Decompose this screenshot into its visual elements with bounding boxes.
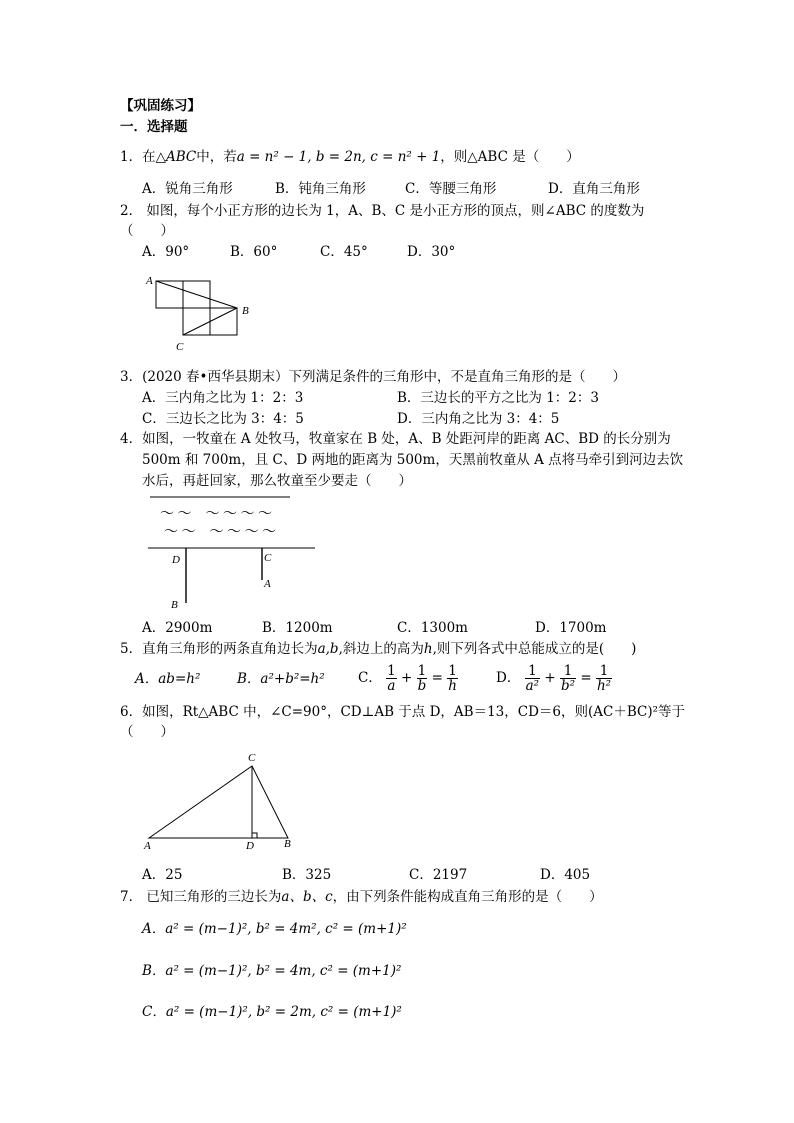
q1-stem: 1．在△ABC中，若a = n² − 1, b = 2n, c = n² + 1，则△ABC 是（ ） xyxy=(120,149,580,165)
label-d: D xyxy=(246,840,254,852)
segment-ab xyxy=(156,281,237,308)
q6-option-d: D．405 xyxy=(540,867,591,883)
q1-option-b: B．钝角三角形 xyxy=(275,181,366,197)
q5-option-d: D． $\frac{1}{\text{a²}}$ + $\frac{1}{\text{b²}}$ = $\frac{1}{\text{h²}}$ xyxy=(496,663,612,694)
q3-option-d: D．三内角之比为 3：4：5 xyxy=(397,411,560,427)
q6-triangle-figure xyxy=(140,748,305,853)
label-b: B xyxy=(171,599,178,611)
q4-stem-line2: 500m 和 700m，且 C、D 两地的距离为 500m，天黑前牧童从 A 点将马牵引到河边去饮 xyxy=(142,452,684,468)
q6-option-c: C．2197 xyxy=(409,867,468,883)
q6-option-a: A．25 xyxy=(142,867,183,883)
q6-option-b: B．325 xyxy=(282,867,332,883)
q2-option-c: C．45° xyxy=(320,244,368,260)
q1-formula: a = n² − 1, b = 2n, c = n² + 1 xyxy=(236,149,441,165)
q3-option-a: A．三内角之比为 1：2：3 xyxy=(142,390,304,406)
q4-river-figure xyxy=(140,492,330,617)
q4-option-b: B．1200m xyxy=(262,620,333,636)
label-b: B xyxy=(242,305,249,317)
q7-option-a: A．a² = (m−1)², b² = 4m², c² = (m+1)² xyxy=(142,921,407,937)
q3-option-b: B．三边长的平方之比为 1：2：3 xyxy=(397,390,599,406)
river-waves-top: ～ ～ ～ ～ ～ ～ xyxy=(160,507,272,522)
q3-stem: 3．(2020 春•西华县期末）下列满足条件的三角形中，不是直角三角形的是（ ） xyxy=(120,369,626,385)
q5-option-c: C． $\frac{1}{a}$ + $\frac{1}{b}$ = $\frac{1}{h}$ xyxy=(358,663,457,694)
grid-square xyxy=(210,308,237,335)
q4-stem-line3: 水后，再赶回家，那么牧童至少要走（ ） xyxy=(142,473,412,489)
q6-stem-paren: （ ） xyxy=(120,724,174,740)
subsection-title: 一．选择题 xyxy=(120,119,188,135)
q2-grid-figure xyxy=(140,270,260,355)
label-d: D xyxy=(172,554,180,566)
q4-stem-line1: 4．如图，一牧童在 A 处牧马，牧童家在 B 处，A、B 处距河岸的距离 AC、BD 的长分别为 xyxy=(120,431,671,447)
q5-option-a: A．ab=h² xyxy=(135,671,201,687)
label-b: B xyxy=(284,838,291,850)
label-a: A xyxy=(264,578,271,590)
label-a: A xyxy=(144,840,151,852)
q2-option-d: D．30° xyxy=(407,244,456,260)
q7-option-c: C．a² = (m−1)², b² = 2m, c² = (m+1)² xyxy=(142,1004,402,1020)
q7-option-b: B．a² = (m−1)², b² = 4m, c² = (m+1)² xyxy=(142,963,402,979)
q5-stem: 5．直角三角形的两条直角边长为a,b,斜边上的高为h,则下列各式中总能成立的是( ) xyxy=(120,641,637,657)
q6-stem: 6．如图，Rt△ABC 中，∠C=90°，CD⊥AB 于点 D，AB＝13，CD＝6，则(AC＋BC)²等于 xyxy=(120,704,686,720)
label-c: C xyxy=(248,752,256,764)
q7-stem: 7． 已知三角形的三边长为a、b、c，由下列条件能构成直角三角形的是（ ） xyxy=(120,889,603,905)
river-waves-bottom: ～ ～ ～ ～ ～ ～ xyxy=(164,525,276,540)
q1-option-a: A．锐角三角形 xyxy=(142,181,233,197)
q4-option-a: A．2900m xyxy=(142,620,213,636)
triangle-abc xyxy=(149,766,288,838)
q5-option-b: B．a²+b²=h² xyxy=(237,671,325,687)
q1-option-c: C．等腰三角形 xyxy=(405,181,497,197)
label-c: C xyxy=(176,341,184,353)
q2-option-a: A．90° xyxy=(142,244,190,260)
q2-stem-paren: （ ） xyxy=(120,223,174,239)
grid-square xyxy=(183,308,210,335)
q1-option-d: D．直角三角形 xyxy=(548,181,640,197)
section-title: 【巩固练习】 xyxy=(120,98,201,114)
q4-option-c: C．1300m xyxy=(397,620,468,636)
right-angle-mark xyxy=(252,833,257,838)
q2-stem: 2． 如图，每个小正方形的边长为 1，A、B、C 是小正方形的顶点，则∠ABC 的度数为 xyxy=(120,203,645,219)
q3-option-c: C．三边长之比为 3：4：5 xyxy=(142,411,304,427)
q4-option-d: D．1700m xyxy=(535,620,607,636)
label-a: A xyxy=(146,275,153,287)
label-c: C xyxy=(264,552,272,564)
q2-option-b: B．60° xyxy=(230,244,278,260)
